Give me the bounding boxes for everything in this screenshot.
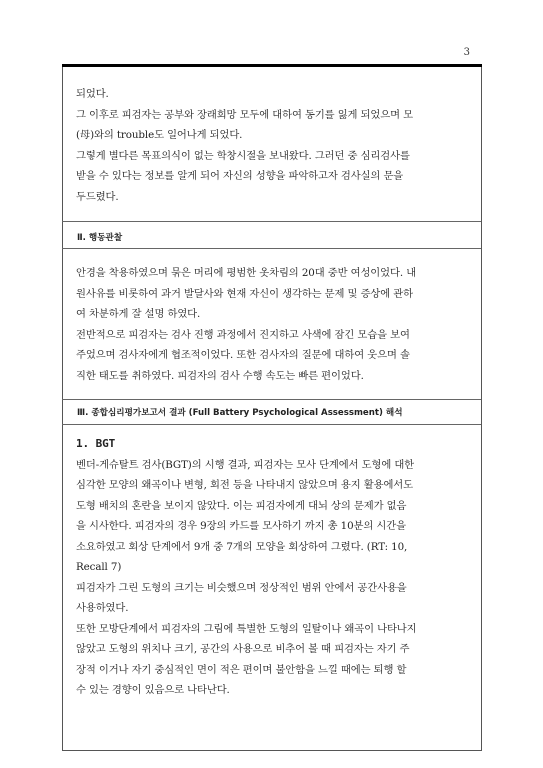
text-line: 소요하였고 회상 단계에서 9개 중 7개의 모양을 회상하여 그렸다. (RT: 10, xyxy=(76,540,408,553)
text-line: 도형 배치의 혼란을 보이지 않았다. 이는 피검자에게 대뇌 상의 문제가 없음 xyxy=(76,499,407,512)
text-line: 또한 모방단계에서 피검자의 그림에 특별한 도형의 일탈이나 왜곡이 나타나지 xyxy=(76,622,417,635)
text-line: 직한 태도를 취하였다. 피검자의 검사 수행 속도는 빠른 편이었다. xyxy=(76,369,364,382)
text-line: 그 이후로 피검자는 공부와 장래희망 모두에 대하여 동기를 잃게 되었으며 모 xyxy=(76,108,413,121)
section-divider xyxy=(62,221,481,222)
behavior-observation xyxy=(76,263,474,386)
text-line: 을 시사한다. 피검자의 경우 9장의 카드를 모사하기 까지 총 10분의 시간을 xyxy=(76,520,406,532)
text-line: 수 있는 경향이 있음으로 나타난다. xyxy=(76,684,230,696)
text-line: Recall 7) xyxy=(76,561,122,573)
text-line: 피검자가 그린 도형의 크기는 비슷했으며 정상적인 범위 안에서 공간사용을 xyxy=(76,581,407,594)
text-line: 사용하였다. xyxy=(76,602,129,614)
text-line: 벤더-게슈탈트 검사(BGT)의 시행 결과, 피검자는 모사 단계에서 도형에 대한 xyxy=(76,458,415,471)
text-line: 장적 이거나 자기 중심적인 면이 적은 편이며 불안함을 느낄 때에는 퇴행 할 xyxy=(76,663,407,676)
page-number: 3 xyxy=(463,47,470,58)
bgt-section xyxy=(76,434,474,701)
text-line: 두드렸다. xyxy=(76,190,119,203)
text-line: 안경을 착용하였으며 묶은 머리에 평범한 옷차림의 20대 중반 여성이었다. 내 xyxy=(76,267,417,279)
text-line: (母)와의 trouble도 일어나게 되었다. xyxy=(76,129,243,141)
section-heading-behavior: Ⅱ. 행동관찰 xyxy=(77,233,123,243)
section-divider xyxy=(62,424,481,425)
text-line: 주었으며 검사자에게 협조적이었다. 또한 검사자의 질문에 대하여 웃으며 솔 xyxy=(76,349,410,361)
text-line: 원사유를 비롯하여 과거 발달사와 현재 자신이 생각하는 문제 및 증상에 관하 xyxy=(76,287,413,300)
text-line: 받을 수 있다는 정보를 알게 되어 자신의 성향을 파악하고자 검사실의 문을 xyxy=(76,170,404,182)
history-continuation xyxy=(76,84,474,207)
section-divider xyxy=(62,248,481,249)
text-line: 전반적으로 피검자는 검사 진행 과정에서 진지하고 사색에 잠긴 모습을 보여 xyxy=(76,328,410,341)
section-heading-assessment: Ⅲ. 종합심리평가보고서 결과 (Full Battery Psychological Assessment) 해석 xyxy=(77,408,403,418)
text-line: 여 차분하게 잘 설명 하였다. xyxy=(76,308,201,320)
text-line: 심각한 모양의 왜곡이나 변형, 회전 등을 나타내지 않았으며 용지 활용에서도 xyxy=(76,479,413,491)
text-line: 되었다. xyxy=(76,88,109,100)
text-line: 그렇게 별다른 목표의식이 없는 학창시절을 보내왔다. 그러던 중 심리검사를 xyxy=(76,149,410,162)
sub-heading-bgt: 1. BGT xyxy=(76,437,116,450)
section-divider xyxy=(62,399,481,400)
text-line: 않았고 도형의 위치나 크기, 공간의 사용으로 비추어 볼 때 피검자는 자기 주 xyxy=(76,643,410,655)
